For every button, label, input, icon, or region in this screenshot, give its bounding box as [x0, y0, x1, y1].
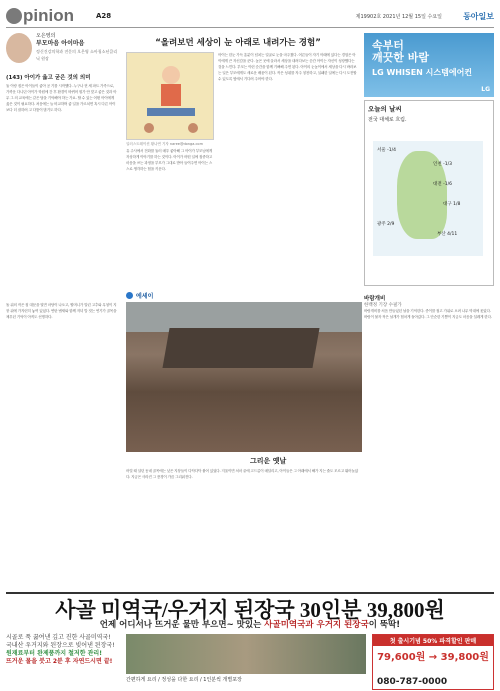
column-name: 오은영의 — [36, 33, 56, 39]
aircon-ad-line3: LG WHISEN 시스템에어컨 — [372, 68, 473, 77]
photo-title: 그리운 옛날 — [250, 457, 287, 465]
illustration-caption: 일러스트레이션 황나연 기자 naree@donga.com — [126, 142, 203, 146]
food-ad-left-3: 원재료부터 완제품까지 철저한 관리! — [6, 650, 102, 657]
order-phone[interactable]: 080-787-0000 — [377, 677, 448, 687]
author-info — [36, 33, 118, 62]
weather-box — [364, 100, 494, 286]
author-portrait — [6, 33, 32, 63]
food-photo — [126, 634, 366, 674]
aircon-ad — [364, 33, 494, 97]
article-column-2: 유 주사에서 전화를 둘러 매우 좋아해 그 아이가 부모님에게 자상하게 이야기를 하는 것이다. 아이가 어떤 일에 집중하고 마음을 쓰는 과정을 부모가 그대로 받아 들여주면 아이는 스스로 생각하는 힘을 키운다. — [126, 149, 213, 171]
essay-bullet-icon — [126, 292, 133, 299]
food-caption: 간편하게 요리 / 정성을 다한 요리 / 1인분씩 개별포장 — [126, 677, 242, 683]
column-subtitle: 부모마음 아이마음 — [36, 40, 85, 47]
essay-body: 어릴 때 살던 동네 골목에는 낮은 지붕들이 다닥다닥 붙어 있었다. 겨울이면 처마 끝에 고드름이 매달리고, 아이들은 그 아래에서 해가 지는 줄도 모르고 뛰어놀았다. 지금은 사라진 그 풍경이 가끔 그리워진다. — [126, 469, 358, 479]
article-column-3: 아이는 한눈 가득 흥분이 넘치는 얼굴로 눈을 마주쳤다. 어른들이 자기 아래에 있다는 경험은 아이에게 큰 자신감을 준다. 높은 곳에 올라서 세상을 내려다보는 순간 아이는 자신이 성장했다는 것을 느낀다. 부모는 이런 순간을 함께 기뻐해 주면 된다. 아이의 눈높이에서 세상을 다시 바라보는 일은 부모에게도 새로운 배움이 된다. 작은 성취를 자주 칭찬하고, 실패한 일에는 다시 도전할 수 있도록 옆에서 기다려 주어야 한다. — [218, 53, 357, 81]
weather-region-6: 부산 4/11 — [437, 232, 458, 237]
weather-subtitle: 전국 대체로 흐림. — [368, 117, 407, 123]
food-ad-left-4: 뜨거운 물을 붓고 2분 후 자연드시면 끝! — [6, 658, 113, 665]
paper-name: 동아일보 — [463, 12, 494, 21]
aircon-ad-line1: 속부터 — [372, 39, 404, 52]
page-header — [6, 4, 494, 28]
column-question: (143) 아이가 옳고 굳은 것의 의미 — [6, 75, 91, 81]
price-tag: 첫 출시기념 50% 파격할인 판매 — [373, 635, 493, 646]
page-number: A28 — [96, 12, 112, 20]
column-body: 둘 이랑 집은 아이들이 좋아 공 기를 시작했다. 누구나 현 세 파트 가족으로, 가까운 다니던 아이가 학원에 간 후 환경이 바뀌어 뭔가 안 맞고 좋은 것과 아무 그 의 교육에는 같은 답을 기억해야 하는 가요. 할 수 있는 어떤 아이에게 옳은 것이 필요하다. 처음에는 늘 비교하며 좋 일을 가르치면 혹시 다른 아이보다 더 잘하려 고 다툼이 많기도 하다. — [6, 84, 117, 112]
section-logo-circle-icon — [6, 8, 22, 24]
illustration — [126, 52, 214, 140]
issue-meta: 제19902호 2021년 12월 15일 수요일 — [355, 14, 442, 20]
weather-region-2: 인천 -1/3 — [433, 162, 452, 167]
weather-region-1: 서울 -1/4 — [377, 148, 396, 153]
food-ad-title: 사골 미역국/우거지 된장국 30인분 39,800원 — [55, 598, 445, 622]
weather-title: 오늘의 날씨 — [368, 105, 402, 113]
article-headline: “올려보던 세상이 눈 아래로 내려가는 경험” — [155, 38, 321, 48]
left-lower-text: 돌 위의 작은 집 대문을 열면 마당이 나오고, 할머니가 말린 고추와 무청이 지붕 위에 가지런히 놓여 있었다. 연탄 냄새와 함께 저녁 밥 짓는 연기가 골목을 채우던 기억이 아직도 선명하다. — [6, 303, 117, 319]
weather-map — [373, 141, 483, 256]
weather-region-3: 대전 -1/6 — [433, 182, 452, 187]
essay-photo — [126, 302, 362, 452]
food-ad-left — [6, 634, 122, 690]
photo-roof — [162, 328, 319, 368]
section-logo: pinion — [6, 6, 74, 26]
food-ad-left-1: 시골로 푹 끓여낸 깊고 진한 사골미역국! — [6, 634, 111, 641]
right-lower-title: 바람개비 — [364, 296, 386, 302]
right-lower-subtitle: 한백정 기장 수필가 — [364, 303, 402, 308]
food-ad-subtitle: 언제 어디서나 뜨거운 물만 부으면~ 맛있는 사골미역국과 우거지 된장국이 뚝딱! — [99, 620, 401, 630]
right-lower-column — [364, 290, 494, 528]
food-ad-left-2: 국내산 우거지와 된장으로 빚어낸 된장국! — [6, 642, 115, 649]
food-ad — [6, 592, 494, 688]
right-lower-body: 바람개비를 처음 만들었던 날을 기억한다. 종이를 접고 가위로 오려 나무 막대에 꽂았다. 바람이 불자 작은 날개가 힘차게 돌아갔다. 그 단순한 기쁨이 지금도 마음을 설레게 한다. — [364, 309, 492, 319]
aircon-ad-brand: LG — [481, 86, 490, 93]
weather-region-5: 광주 2/9 — [377, 222, 395, 227]
essay-section-header: 에세이 — [126, 290, 356, 300]
price-box — [372, 634, 494, 690]
price-value: 79,600원 → 39,800원 — [377, 652, 489, 663]
weather-region-4: 대구 1/8 — [443, 202, 461, 207]
author-role: 정신건강의학과 전문의 오은영 소아청소년클리닉 원장 — [36, 49, 118, 61]
aircon-ad-line2: 깨끗한 바람 — [372, 51, 429, 64]
illustration-image — [127, 53, 214, 140]
